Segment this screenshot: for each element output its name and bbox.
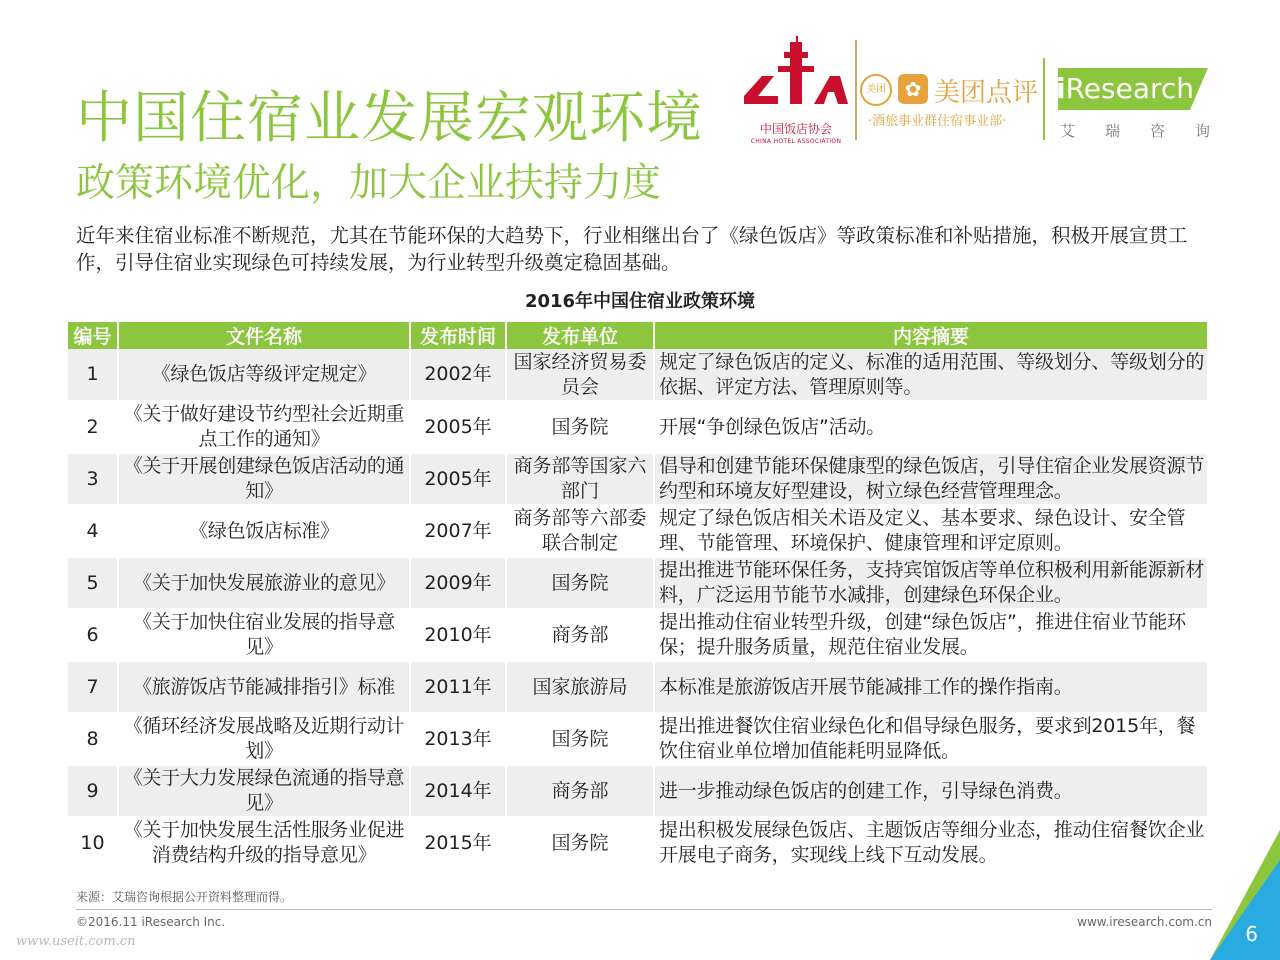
cell-issuer: 国务院 [506,817,654,869]
cell-issuer: 商务部等六部委联合制定 [506,505,654,557]
header-document-name: 文件名称 [118,322,410,349]
table-header-row [68,322,1207,349]
cell-issuer: 国务院 [506,557,654,609]
table-row [68,609,1207,661]
cell-release-date: 2010年 [410,609,506,661]
meituan-subtitle: ·酒旅事业群住宿事业部· [868,114,1007,129]
page-number: 6 [1245,922,1258,946]
cell-release-date: 2005年 [410,401,506,453]
header-summary: 内容摘要 [654,322,1207,349]
policy-table [68,322,1207,870]
table-row [68,713,1207,765]
cell-summary: 规定了绿色饭店相关术语及定义、基本要求、绿色设计、安全管理、节能管理、环境保护、健康管理和评定原则。 [654,505,1207,557]
cha-name: 中国饭店协会 [759,122,832,136]
cell-document-name: 《关于做好建设节约型社会近期重点工作的通知》 [118,401,410,453]
watermark-text: www.useit.com.cn [16,934,136,949]
cell-release-date: 2007年 [410,505,506,557]
cell-document-name: 《循环经济发展战略及近期行动计划》 [118,713,410,765]
cell-number: 7 [68,661,118,713]
table-row [68,661,1207,713]
header-release-date: 发布时间 [410,322,506,349]
cha-en-name: CHINA HOTEL ASSOCIATION [750,138,842,145]
table-row [68,557,1207,609]
cell-number: 10 [68,817,118,869]
cell-issuer: 国家经济贸易委员会 [506,349,654,401]
meituan-badge-icon: 美团 [860,74,892,106]
cell-number: 1 [68,349,118,401]
cell-summary: 规定了绿色饭店的定义、标准的适用范围、等级划分、等级划分的依据、评定方法、管理原则等。 [654,349,1207,401]
iresearch-logo [1052,60,1241,144]
cell-release-date: 2014年 [410,765,506,817]
cell-summary: 本标准是旅游饭店开展节能减排工作的操作指南。 [654,661,1207,713]
footer-divider [76,909,1212,910]
cell-document-name: 《关于开展创建绿色饭店活动的通知》 [118,453,410,505]
table-title: 2016年中国住宿业政策环境 [524,291,756,312]
cell-number: 9 [68,765,118,817]
iresearch-wordmark [1056,72,1194,105]
cell-number: 8 [68,713,118,765]
header-number: 编号 [68,322,118,349]
cell-summary: 进一步推动绿色饭店的创建工作，引导绿色消费。 [654,765,1207,817]
iresearch-cn-name: 艾瑞咨询 [1060,122,1241,140]
page-title: 中国住宿业发展宏观环境 [76,86,703,151]
cell-issuer: 商务部等国家六部门 [506,453,654,505]
cell-issuer: 商务部 [506,609,654,661]
cell-document-name: 《关于加快住宿业发展的指导意见》 [118,609,410,661]
cell-release-date: 2011年 [410,661,506,713]
cell-number: 3 [68,453,118,505]
cell-number: 5 [68,557,118,609]
cell-summary: 提出积极发展绿色饭店、主题饭店等细分业态，推动住宿餐饮企业开展电子商务，实现线上线下互动发展。 [654,817,1207,869]
cell-release-date: 2013年 [410,713,506,765]
copyright-text: ©2016.11 iResearch Inc. [76,915,226,929]
table-row [68,817,1207,869]
cell-document-name: 《旅游饭店节能减排指引》标准 [118,661,410,713]
table-row [68,401,1207,453]
cell-issuer: 国务院 [506,401,654,453]
intro-paragraph: 近年来住宿业标准不断规范，尤其在节能环保的大趋势下，行业相继出台了《绿色饭店》等政策标准和补贴措施，积极开展宣贯工作，引导住宿业实现绿色可持续发展，为行业转型升级奠定稳固基础。 [76,224,1188,274]
cell-issuer: 国家旅游局 [506,661,654,713]
meituan-name: 美团点评 [934,78,1039,108]
page-subtitle: 政策环境优化，加大企业扶持力度 [76,161,662,206]
cell-number: 4 [68,505,118,557]
table-row [68,765,1207,817]
cell-release-date: 2002年 [410,349,506,401]
cell-summary: 提出推进餐饮住宿业绿色化和倡导绿色服务，要求到2015年，餐饮住宿业单位增加值能耗明显降低。 [654,713,1207,765]
table-row [68,453,1207,505]
cell-summary: 开展“争创绿色饭店”活动。 [654,401,1207,453]
cell-number: 6 [68,609,118,661]
cell-issuer: 商务部 [506,765,654,817]
china-hotel-association-logo [740,36,852,154]
cell-number: 2 [68,401,118,453]
cell-document-name: 《关于加快发展生活性服务业促进消费结构升级的指导意见》 [118,817,410,869]
source-note: 来源：艾瑞咨询根据公开资料整理而得。 [76,890,293,904]
logo-divider [1043,58,1045,140]
meituan-dianping-logo [860,70,1040,130]
cell-summary: 提出推进节能环保任务，支持宾馆饭店等单位积极利用新能源新材料，广泛运用节能节水减排，创建绿色环保企业。 [654,557,1207,609]
cell-release-date: 2015年 [410,817,506,869]
table-row [68,505,1207,557]
cha-emblem-icon [740,36,852,120]
cell-release-date: 2005年 [410,453,506,505]
cell-summary: 提出推动住宿业转型升级，创建“绿色饭店”，推进住宿业节能环保；提升服务质量，规范住宿业发展。 [654,609,1207,661]
iresearch-i: i [1056,72,1066,105]
website-url: www.iresearch.com.cn [1077,915,1212,929]
dianping-icon: ✿ [898,74,928,104]
cell-summary: 倡导和创建节能环保健康型的绿色饭店，引导住宿企业发展资源节约型和环境友好型建设，树立绿色经营管理理念。 [654,453,1207,505]
iresearch-word: Research [1065,72,1195,105]
cell-issuer: 国务院 [506,713,654,765]
table-row [68,349,1207,401]
cell-document-name: 《关于加快发展旅游业的意见》 [118,557,410,609]
cell-document-name: 《关于大力发展绿色流通的指导意见》 [118,765,410,817]
cell-document-name: 《绿色饭店等级评定规定》 [118,349,410,401]
cell-document-name: 《绿色饭店标准》 [118,505,410,557]
cell-release-date: 2009年 [410,557,506,609]
header-issuer: 发布单位 [506,322,654,349]
logo-divider [855,40,857,140]
